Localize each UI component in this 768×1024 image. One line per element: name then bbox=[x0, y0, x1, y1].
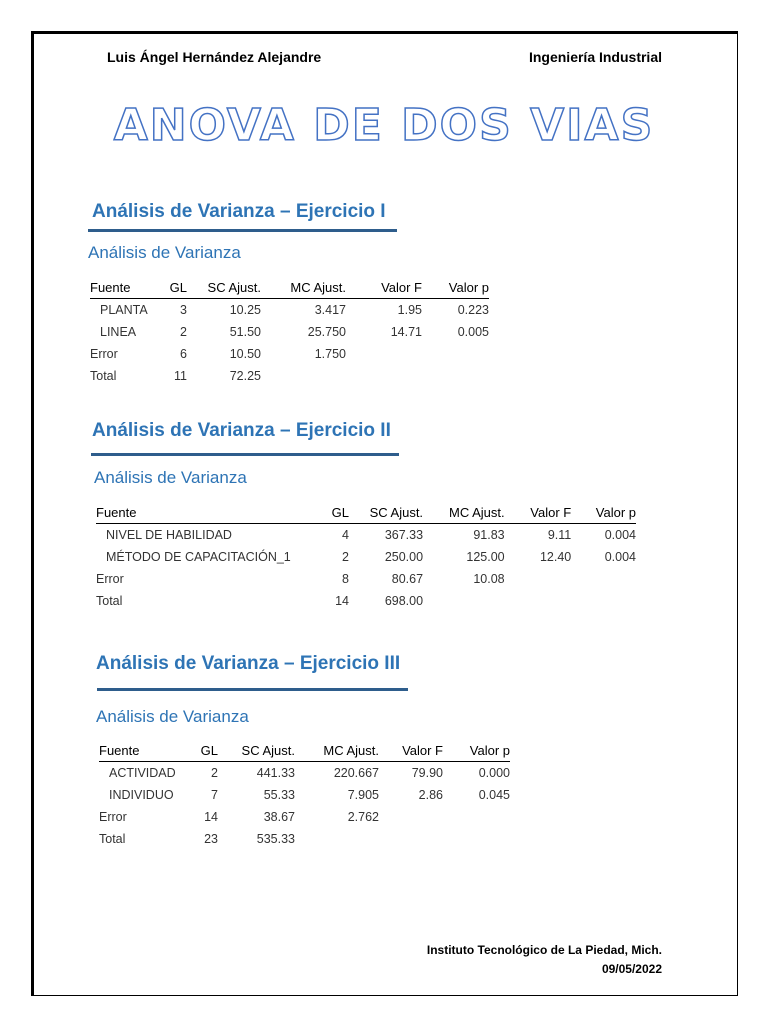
value-cell bbox=[295, 828, 379, 850]
value-cell: 220.667 bbox=[333, 766, 379, 780]
source-cell: Total bbox=[96, 594, 123, 608]
column-header: GL bbox=[177, 740, 218, 762]
source-cell: NIVEL DE HABILIDAD bbox=[106, 528, 232, 542]
table-row bbox=[99, 806, 510, 828]
value-cell: 0.045 bbox=[478, 788, 510, 802]
anova-table-1 bbox=[90, 277, 489, 387]
section-2-subheading: Análisis de Varianza bbox=[94, 468, 247, 487]
column-header: Valor p bbox=[571, 502, 636, 524]
section-2-heading: Análisis de Varianza – Ejercicio II bbox=[92, 420, 391, 441]
value-cell: 14 bbox=[204, 810, 218, 824]
footer-date: 09/05/2022 bbox=[601, 962, 662, 976]
value-cell: 2 bbox=[342, 550, 349, 564]
author-name: Luis Ángel Hernández Alejandre bbox=[107, 49, 322, 65]
value-cell: 11 bbox=[174, 369, 187, 383]
anova-table-3 bbox=[99, 740, 510, 850]
value-cell bbox=[443, 806, 510, 828]
value-cell: 8 bbox=[342, 572, 349, 586]
column-header: GL bbox=[291, 502, 349, 524]
value-cell: 125.00 bbox=[466, 550, 505, 564]
value-cell: 3 bbox=[180, 303, 187, 317]
column-header: Fuente bbox=[99, 740, 177, 762]
document-title: ANOVA DE DOS VIAS bbox=[113, 100, 655, 151]
value-cell: 23 bbox=[204, 832, 218, 846]
value-cell: 38.67 bbox=[263, 810, 295, 824]
table-header-row bbox=[96, 502, 636, 524]
column-header: SC Ajust. bbox=[218, 740, 295, 762]
table-row bbox=[96, 568, 636, 590]
value-cell: 10.08 bbox=[473, 572, 505, 586]
value-cell: 72.25 bbox=[229, 369, 261, 383]
section-2-rule bbox=[91, 453, 399, 456]
value-cell: 698.00 bbox=[384, 594, 424, 608]
value-cell bbox=[261, 365, 346, 387]
section-1-heading: Análisis de Varianza – Ejercicio I bbox=[92, 201, 386, 222]
value-cell bbox=[505, 568, 572, 590]
column-header: SC Ajust. bbox=[349, 502, 423, 524]
column-header: MC Ajust. bbox=[423, 502, 505, 524]
section-3-rule bbox=[97, 688, 408, 691]
column-header: Valor F bbox=[379, 740, 443, 762]
source-cell: INDIVIDUO bbox=[109, 788, 174, 802]
table-row bbox=[99, 828, 510, 850]
source-cell: Total bbox=[90, 369, 117, 383]
table-row bbox=[90, 299, 489, 322]
table-row bbox=[99, 784, 510, 806]
table-row bbox=[96, 590, 636, 612]
value-cell: 441.33 bbox=[256, 766, 295, 780]
section-1-subheading: Análisis de Varianza bbox=[88, 243, 241, 262]
value-cell bbox=[505, 590, 572, 612]
value-cell: 367.33 bbox=[384, 528, 424, 542]
value-cell: 0.000 bbox=[478, 766, 510, 780]
column-header: Fuente bbox=[96, 502, 291, 524]
value-cell: 3.417 bbox=[314, 303, 346, 317]
section-3-heading: Análisis de Varianza – Ejercicio III bbox=[96, 653, 401, 674]
table-row bbox=[96, 546, 636, 568]
value-cell: 51.50 bbox=[229, 325, 261, 339]
value-cell: 7.905 bbox=[347, 788, 379, 802]
value-cell: 2 bbox=[211, 766, 218, 780]
column-header: Valor F bbox=[346, 277, 422, 299]
source-cell: ACTIVIDAD bbox=[109, 766, 176, 780]
column-header: SC Ajust. bbox=[187, 277, 261, 299]
section-3-subheading: Análisis de Varianza bbox=[96, 707, 249, 726]
value-cell: 55.33 bbox=[263, 788, 295, 802]
value-cell: 535.33 bbox=[256, 832, 295, 846]
value-cell bbox=[571, 568, 636, 590]
value-cell: 2 bbox=[180, 325, 187, 339]
table-row bbox=[90, 343, 489, 365]
value-cell bbox=[443, 828, 510, 850]
source-cell: MÉTODO DE CAPACITACIÓN_1 bbox=[106, 550, 291, 564]
column-header: Fuente bbox=[90, 277, 154, 299]
table-header-row bbox=[99, 740, 510, 762]
value-cell: 1.750 bbox=[314, 347, 346, 361]
value-cell: 1.95 bbox=[397, 303, 422, 317]
value-cell: 0.004 bbox=[604, 550, 636, 564]
footer-institution: Instituto Tecnológico de La Piedad, Mich. bbox=[426, 943, 662, 957]
value-cell: 80.67 bbox=[391, 572, 424, 586]
table-row bbox=[90, 365, 489, 387]
value-cell bbox=[571, 590, 636, 612]
value-cell bbox=[423, 590, 505, 612]
table-header-row bbox=[90, 277, 489, 299]
source-cell: Error bbox=[90, 347, 118, 361]
column-header: MC Ajust. bbox=[261, 277, 346, 299]
value-cell: 0.005 bbox=[457, 325, 489, 339]
value-cell: 4 bbox=[342, 528, 349, 542]
section-1-rule bbox=[88, 229, 397, 232]
value-cell: 14 bbox=[335, 594, 349, 608]
source-cell: Total bbox=[99, 832, 126, 846]
value-cell: 7 bbox=[211, 788, 218, 802]
source-cell: Error bbox=[96, 572, 124, 586]
value-cell: 91.83 bbox=[473, 528, 505, 542]
column-header: Valor F bbox=[505, 502, 572, 524]
value-cell: 2.86 bbox=[418, 788, 443, 802]
value-cell bbox=[379, 806, 443, 828]
value-cell: 0.004 bbox=[604, 528, 636, 542]
value-cell: 25.750 bbox=[307, 325, 346, 339]
value-cell: 2.762 bbox=[347, 810, 379, 824]
value-cell: 10.25 bbox=[229, 303, 261, 317]
value-cell: 12.40 bbox=[539, 550, 572, 564]
value-cell bbox=[422, 343, 489, 365]
column-header: MC Ajust. bbox=[295, 740, 379, 762]
career-name: Ingeniería Industrial bbox=[528, 49, 662, 65]
value-cell bbox=[379, 828, 443, 850]
value-cell: 79.90 bbox=[411, 766, 443, 780]
value-cell: 9.11 bbox=[547, 528, 572, 542]
value-cell bbox=[346, 343, 422, 365]
source-cell: PLANTA bbox=[100, 303, 148, 317]
source-cell: Error bbox=[99, 810, 127, 824]
value-cell: 10.50 bbox=[229, 347, 261, 361]
column-header: Valor p bbox=[443, 740, 510, 762]
value-cell bbox=[346, 365, 422, 387]
table-row bbox=[90, 321, 489, 343]
column-header: GL bbox=[154, 277, 187, 299]
value-cell: 250.00 bbox=[384, 550, 424, 564]
table-row bbox=[96, 524, 636, 547]
anova-table-2 bbox=[96, 502, 636, 612]
source-cell: LINEA bbox=[100, 325, 137, 339]
value-cell: 14.71 bbox=[390, 325, 422, 339]
table-row bbox=[99, 762, 510, 785]
value-cell: 0.223 bbox=[457, 303, 489, 317]
column-header: Valor p bbox=[422, 277, 489, 299]
value-cell: 6 bbox=[180, 347, 187, 361]
value-cell bbox=[422, 365, 489, 387]
